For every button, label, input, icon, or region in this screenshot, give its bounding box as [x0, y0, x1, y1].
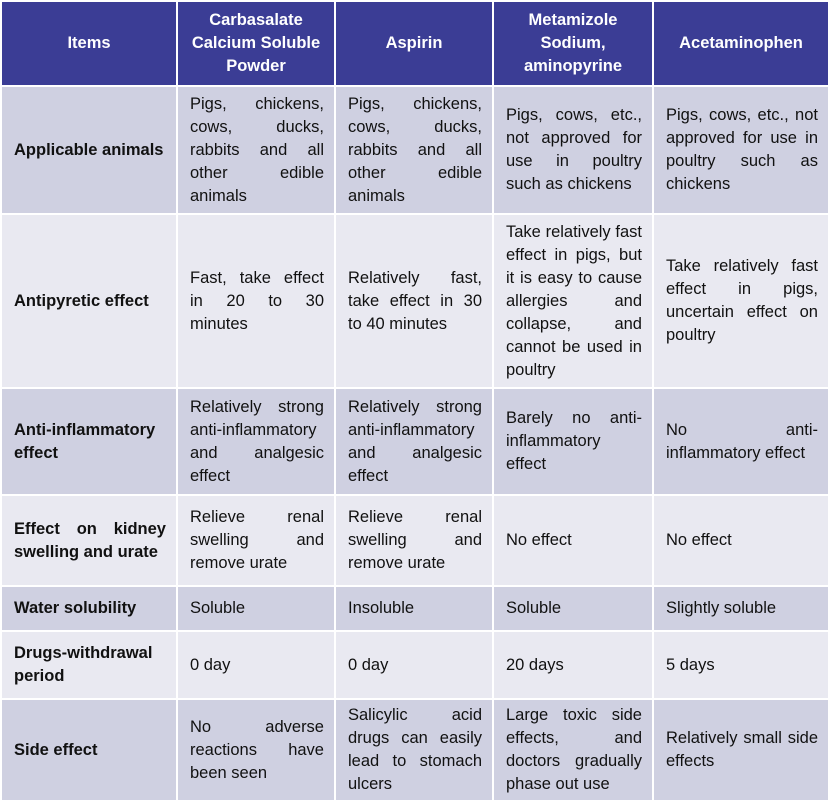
- header-acetaminophen: Acetaminophen: [653, 1, 829, 86]
- table-cell: Take relatively fast effect in pigs, uncertain effect on poultry: [653, 214, 829, 388]
- table-body: [1, 86, 829, 801]
- table-cell: Pigs, chickens, cows, ducks, rabbits and all other edible animals: [177, 86, 335, 214]
- table-cell: 0 day: [335, 631, 493, 699]
- row-label: Effect on kidney swelling and urate: [1, 495, 177, 586]
- table-cell: 0 day: [177, 631, 335, 699]
- row-label: Applicable animals: [1, 86, 177, 214]
- table-cell: Take relatively fast effect in pigs, but it is easy to cause allergies and collapse, and cannot be used in poultry: [493, 214, 653, 388]
- table-cell: No effect: [493, 495, 653, 586]
- table-row: [1, 586, 829, 631]
- header-carbasalate-calcium: Carbasalate Calcium Soluble Powder: [177, 1, 335, 86]
- table-cell: Relatively strong anti-inflammatory and analgesic effect: [335, 388, 493, 495]
- table-cell: Slightly soluble: [653, 586, 829, 631]
- header-items: Items: [1, 1, 177, 86]
- table-cell: No anti-inflammatory effect: [653, 388, 829, 495]
- table-cell: Soluble: [493, 586, 653, 631]
- table-cell: No adverse reactions have been seen: [177, 699, 335, 801]
- header-row: [1, 1, 829, 86]
- table-cell: Relatively strong anti-inflammatory and analgesic effect: [177, 388, 335, 495]
- table-header: [1, 1, 829, 86]
- table-cell: Salicylic acid drugs can easily lead to stomach ulcers: [335, 699, 493, 801]
- table-cell: Pigs, cows, etc., not approved for use in poultry such as chickens: [493, 86, 653, 214]
- table-cell: Large toxic side effects, and doctors gradually phase out use: [493, 699, 653, 801]
- table-cell: Relieve renal swelling and remove urate: [177, 495, 335, 586]
- row-label: Water solubility: [1, 586, 177, 631]
- table-row: [1, 631, 829, 699]
- table-cell: Soluble: [177, 586, 335, 631]
- header-aspirin: Aspirin: [335, 1, 493, 86]
- table-row: [1, 699, 829, 801]
- table-row: [1, 495, 829, 586]
- table-cell: Insoluble: [335, 586, 493, 631]
- table-cell: Barely no anti-inflammatory effect: [493, 388, 653, 495]
- table-row: [1, 388, 829, 495]
- table-row: [1, 214, 829, 388]
- table-cell: Relatively fast, take effect in 30 to 40 minutes: [335, 214, 493, 388]
- table-cell: Relatively small side effects: [653, 699, 829, 801]
- row-label: Antipyretic effect: [1, 214, 177, 388]
- table-cell: Fast, take effect in 20 to 30 minutes: [177, 214, 335, 388]
- table-cell: No effect: [653, 495, 829, 586]
- table-row: [1, 86, 829, 214]
- table-cell: 5 days: [653, 631, 829, 699]
- table-cell: Pigs, chickens, cows, ducks, rabbits and all other edible animals: [335, 86, 493, 214]
- table-cell: 20 days: [493, 631, 653, 699]
- row-label: Side effect: [1, 699, 177, 801]
- table-cell: Relieve renal swelling and remove urate: [335, 495, 493, 586]
- header-metamizole-sodium: Metamizole Sodium, aminopyrine: [493, 1, 653, 86]
- row-label: Anti-inflammatory effect: [1, 388, 177, 495]
- table-cell: Pigs, cows, etc., not approved for use in poultry such as chickens: [653, 86, 829, 214]
- row-label: Drugs-withdrawal period: [1, 631, 177, 699]
